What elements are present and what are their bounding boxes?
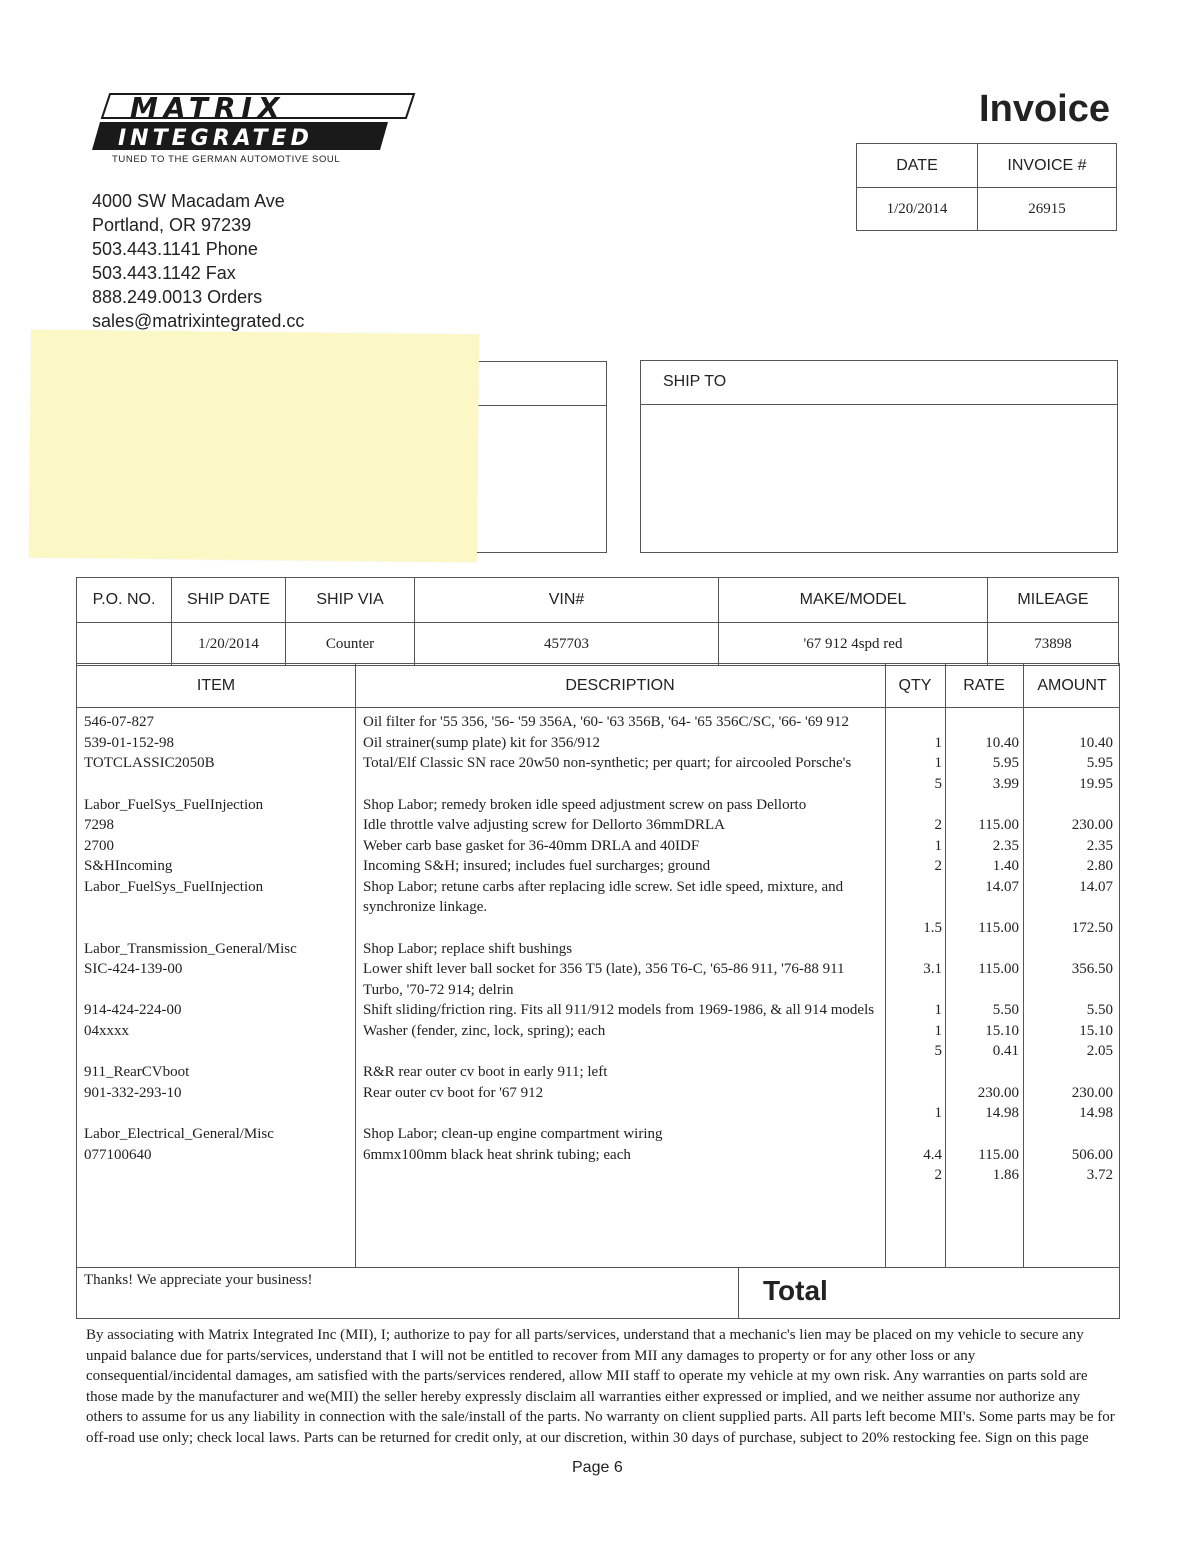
item-description: Oil filter for '55 356, '56- '59 356A, '60- '63 356B, '64- '65 356C/SC, '66- '69 912: [363, 714, 849, 730]
item-amount: 14.98: [1079, 1105, 1113, 1121]
order-info-header: VIN#: [415, 578, 719, 623]
item-rate: 10.40: [985, 734, 1019, 751]
item-qty: 4.4: [923, 1146, 942, 1163]
item-rate: 3.99: [992, 775, 1019, 792]
item-rate: 1.86: [992, 1167, 1019, 1183]
item-description: 6mmx100mm black heat shrink tubing; each: [363, 1146, 631, 1163]
item-description: Rear outer cv boot for '67 912: [363, 1084, 544, 1101]
terms-text: By associating with Matrix Integrated Inc (MII), I; authorize to pay for all parts/services, understand that a mechanic's lien may be placed on my vehicle to secure any unpaid balance due for parts/services, understand that I will not be entitled to recover from MII any damages to property or for any other loss or any consequential/incidental damages, am satisfied with the parts/services rendered, allow MII staff to operate my vehicle at my own risk. Any warranties on parts sold are those made by the manufacturer and we(MII) the seller hereby expressly disclaim all warranties either expressed or implied, and we neither assume nor authorize any others to assume for us any liability in connection with the sale/install of the parts. No warranty on client supplied parts. All parts left become MII's. Some parts may be for off-road use only; check local laws. Parts can be returned for credit only, at our discretion, within 30 days of purchase, subject to 20% restocking fee. Sign on this page: [86, 1327, 1115, 1446]
item-code: Labor_Electrical_General/Misc: [84, 1126, 274, 1142]
item-code: 546-07-827: [84, 714, 154, 730]
invoice-date: 1/20/2014: [857, 188, 978, 231]
total-label: Total: [763, 1275, 828, 1306]
item-amount: 2.35: [1086, 837, 1113, 854]
item-rate: 5.50: [992, 1002, 1019, 1018]
item-qty: 5: [934, 775, 942, 792]
company-address: [92, 189, 304, 333]
item-qty: 1: [934, 755, 942, 771]
item-qty: 2: [934, 1167, 942, 1183]
item-code: Labor_Transmission_General/Misc: [84, 940, 297, 957]
item-rate: 115.00: [978, 1146, 1019, 1163]
item-code: TOTCLASSIC2050B: [84, 755, 215, 771]
rate-column-header: RATE: [963, 677, 1005, 694]
order-info-value: [77, 623, 172, 666]
item-description: Total/Elf Classic SN race 20w50 non-synthetic; per quart; for aircooled Porsche's: [363, 755, 852, 771]
order-info-value: Counter: [286, 623, 415, 666]
item-qty: 1: [934, 1105, 942, 1121]
item-code: 539-01-152-98: [84, 734, 174, 751]
item-qty: 2: [934, 858, 942, 874]
item-description: Shift sliding/friction ring. Fits all 911/912 models from 1969-1986, & all 914 models: [363, 1002, 875, 1018]
item-rate: 2.35: [992, 837, 1019, 854]
invoice-number: 26915: [978, 188, 1117, 231]
item-description: Oil strainer(sump plate) kit for 356/912: [363, 734, 601, 751]
table-row: [77, 1083, 1119, 1121]
item-code: 2700: [84, 837, 114, 854]
item-amount: 14.07: [1079, 878, 1113, 895]
item-description: Shop Labor; replace shift bushings: [363, 940, 573, 957]
item-code: S&HIncoming: [84, 858, 173, 874]
item-rate: 230.00: [977, 1084, 1019, 1101]
item-description: Shop Labor; clean-up engine compartment wiring: [363, 1126, 663, 1142]
address-line-2: Portland, OR 97239: [92, 215, 252, 235]
item-code: 901-332-293-10: [84, 1084, 182, 1101]
date-label: DATE: [857, 144, 978, 188]
item-description: R&R rear outer cv boot in early 911; left: [363, 1064, 608, 1080]
page-number: Page 6: [572, 1459, 623, 1476]
invoice-info-box: [856, 143, 1117, 231]
line-items-table: [76, 663, 1120, 1268]
item-description: Shop Labor; remedy broken idle speed adjustment screw on pass Dellorto: [363, 796, 807, 813]
order-info-header: SHIP DATE: [172, 578, 286, 623]
item-qty: 3.1: [923, 961, 942, 977]
item-description: Lower shift lever ball socket for 356 T5 (late), 356 T6-C, '65-86 911, '76-88 911 Turbo, '70-72 914; delrin: [363, 961, 845, 998]
table-row: [77, 877, 1119, 936]
item-amount: 5.95: [1086, 755, 1113, 771]
invoice-footer: [76, 1267, 1120, 1319]
item-amount: 15.10: [1079, 1022, 1113, 1039]
invoice-number-label: INVOICE #: [978, 144, 1117, 188]
item-qty: 1.5: [923, 919, 942, 936]
item-description: Washer (fender, zinc, lock, spring); each: [363, 1022, 606, 1039]
item-code: 911_RearCVboot: [84, 1064, 190, 1080]
item-code: 077100640: [84, 1146, 152, 1163]
item-amount: 10.40: [1079, 734, 1113, 751]
item-amount: 230.00: [1071, 1084, 1113, 1101]
item-amount: 3.72: [1086, 1167, 1113, 1183]
item-amount: 230.00: [1071, 817, 1113, 833]
item-qty: 1: [934, 1002, 942, 1018]
item-amount: 5.50: [1086, 1002, 1113, 1018]
order-info-header: P.O. NO.: [77, 578, 172, 623]
item-description: Idle throttle valve adjusting screw for Dellorto 36mmDRLA: [363, 817, 725, 833]
item-rate: 1.40: [992, 858, 1019, 874]
order-info-header: MAKE/MODEL: [719, 578, 988, 623]
item-qty: 1: [934, 1022, 942, 1039]
item-qty: 1: [934, 734, 942, 751]
item-code: Labor_FuelSys_FuelInjection: [84, 796, 264, 813]
ship-to-box: [640, 360, 1118, 553]
thanks-message: Thanks! We appreciate your business!: [84, 1272, 313, 1288]
item-column-header: ITEM: [196, 677, 236, 694]
logo-line2: INTEGRATED: [118, 126, 313, 151]
item-rate: 115.00: [978, 817, 1019, 833]
item-code: 7298: [84, 817, 114, 833]
item-amount: 2.80: [1086, 858, 1113, 874]
orders-phone: 888.249.0013 Orders: [92, 287, 263, 307]
order-info-value: 1/20/2014: [172, 623, 286, 666]
item-amount: 506.00: [1071, 1146, 1113, 1163]
qty-column-header: QTY: [898, 677, 932, 694]
order-info-value: 73898: [988, 623, 1119, 666]
table-row: [77, 753, 1119, 792]
item-description: Shop Labor; retune carbs after replacing idle screw. Set idle speed, mixture, and synchronize linkage.: [363, 878, 844, 915]
table-row: [77, 1145, 1119, 1183]
description-column-header: DESCRIPTION: [565, 677, 675, 694]
item-code: Labor_FuelSys_FuelInjection: [84, 878, 264, 895]
table-row: [77, 1021, 1119, 1059]
amount-column-header: AMOUNT: [1037, 677, 1107, 694]
fax: 503.443.1142 Fax: [92, 263, 236, 283]
item-rate: 14.98: [985, 1105, 1019, 1121]
item-description: Weber carb base gasket for 36-40mm DRLA and 40IDF: [363, 837, 700, 854]
item-amount: 356.50: [1071, 961, 1113, 977]
order-info-value: '67 912 4spd red: [719, 623, 988, 666]
line-items-body: [77, 712, 1119, 1183]
item-code: 914-424-224-00: [84, 1002, 182, 1018]
order-info-table: [76, 577, 1119, 666]
order-info-value: 457703: [415, 623, 719, 666]
logo-tagline: TUNED TO THE GERMAN AUTOMOTIVE SOUL: [112, 154, 341, 165]
item-rate: 0.41: [992, 1043, 1019, 1059]
item-rate: 115.00: [978, 961, 1019, 977]
line-items-header: [77, 664, 1119, 708]
sticky-note: [29, 330, 479, 563]
order-info-header: SHIP VIA: [286, 578, 415, 623]
item-qty: 5: [934, 1043, 942, 1059]
item-code: SIC-424-139-00: [84, 961, 183, 977]
document-title: Invoice: [979, 88, 1110, 130]
item-description: Incoming S&H; insured; includes fuel surcharges; ground: [363, 858, 711, 874]
item-rate: 5.95: [992, 755, 1019, 771]
item-qty: 2: [934, 817, 942, 833]
email: sales@matrixintegrated.cc: [92, 311, 305, 331]
phone: 503.443.1141 Phone: [92, 239, 258, 259]
item-qty: 1: [934, 837, 942, 854]
item-amount: 19.95: [1079, 775, 1113, 792]
logo-line1: MATRIX: [130, 91, 286, 124]
item-rate: 14.07: [985, 878, 1019, 895]
address-line-1: 4000 SW Macadam Ave: [92, 191, 285, 211]
item-rate: 115.00: [978, 919, 1019, 936]
item-code: 04xxxx: [84, 1022, 129, 1039]
item-amount: 172.50: [1071, 919, 1113, 936]
item-amount: 2.05: [1086, 1043, 1113, 1059]
ship-to-label: SHIP TO: [641, 361, 1117, 405]
order-info-header: MILEAGE: [988, 578, 1119, 623]
item-rate: 15.10: [985, 1022, 1019, 1039]
